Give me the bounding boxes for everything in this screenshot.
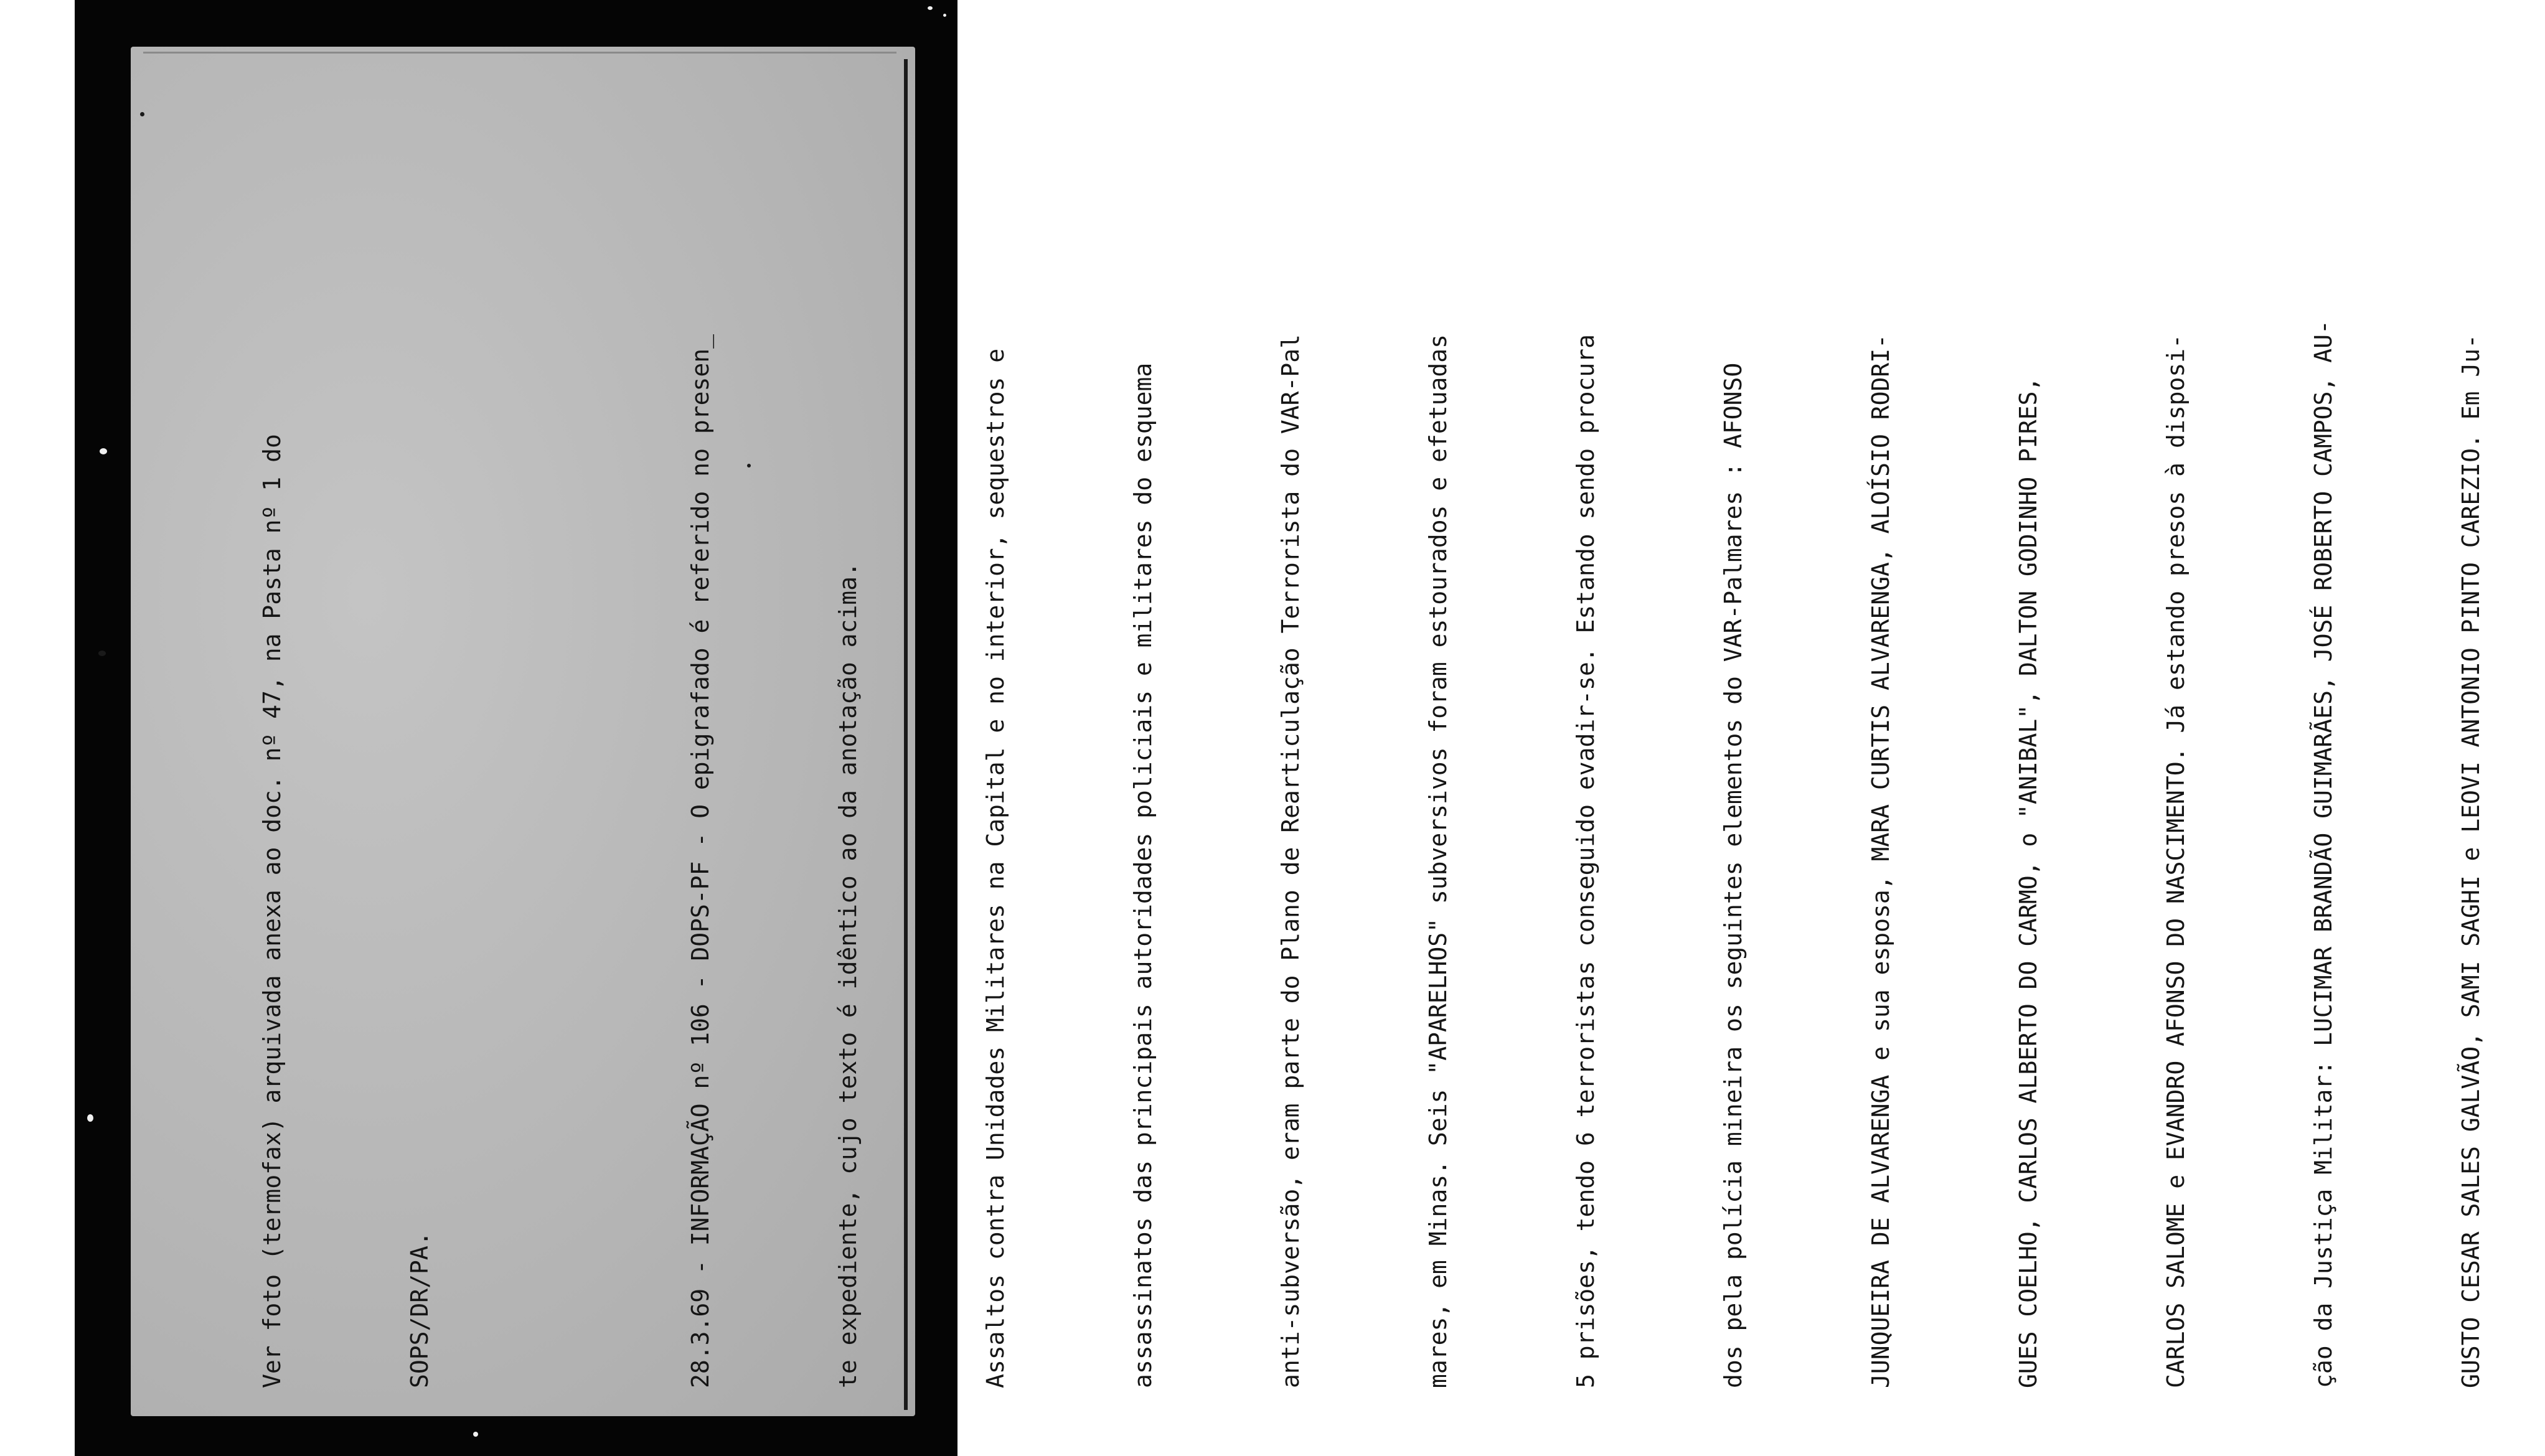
body-line: 28.3.69 - INFORMAÇÃO nº 106 - DOPS-PF - O epigrafado é referido no presen_ xyxy=(687,334,714,1388)
body-line: 5 prisões, tendo 6 terroristas conseguido evadir-se. Estando sendo procura xyxy=(1572,334,1599,1388)
card-text xyxy=(149,93,2485,1388)
dust-speck xyxy=(98,651,106,656)
body-line: assassinatos das principais autoridades policiais e militares do esquema xyxy=(1129,362,1157,1388)
body-line: ção da Justiça Militar: LUCIMAR BRANDÃO GUIMARÃES, JOSÉ ROBERTO CAMPOS, AU- xyxy=(2310,320,2337,1388)
dust-speck xyxy=(943,14,946,17)
dust-speck xyxy=(100,448,107,454)
body-line: GUES COELHO, CARLOS ALBERTO DO CARMO, o "ANIBAL", DALTON GODINHO PIRES, xyxy=(2015,377,2042,1388)
body-line: GUSTO CESAR SALES GALVÃO, SAMI SAGHI e LEOVI ANTONIO PINTO CAREZIO. Em Ju- xyxy=(2457,334,2485,1388)
body-line: JUNQUEIRA DE ALVARENGA e sua esposa, MARA CURTIS ALVARENGA, ALOÍSIO RODRI- xyxy=(1867,334,1894,1388)
note-line: SOPS/DR/PA. xyxy=(406,1231,433,1388)
dust-speck xyxy=(87,1114,93,1122)
body-line: mares, em Minas. Seis "APARELHOS" subversivos foram estourados e efetuadas xyxy=(1424,334,1452,1388)
dust-speck xyxy=(473,1432,478,1437)
body-line: dos pela polícia mineira os seguintes elementos do VAR-Palmares : AFONSO xyxy=(1719,362,1747,1388)
body-line: anti-subversão, eram parte do Plano de Rearticulação Terrorista do VAR-Pal xyxy=(1277,334,1304,1388)
body-line: te expediente, cujo texto é idêntico ao da anotação acima. xyxy=(834,562,862,1388)
body-line: Assaltos contra Unidades Militares na Capital e no interior, sequestros e xyxy=(982,348,1009,1388)
dust-speck xyxy=(140,112,144,116)
card-top-edge xyxy=(143,52,896,54)
body-line: CARLOS SALOME e EVANDRO AFONSO DO NASCIMENTO. Já estando presos à disposi- xyxy=(2162,334,2190,1388)
note-line: Ver foto (termofax) arquivada anexa ao doc. nº 47, na Pasta nº 1 do xyxy=(258,434,286,1388)
dust-speck xyxy=(928,6,933,10)
paragraph-gap xyxy=(543,93,578,1388)
